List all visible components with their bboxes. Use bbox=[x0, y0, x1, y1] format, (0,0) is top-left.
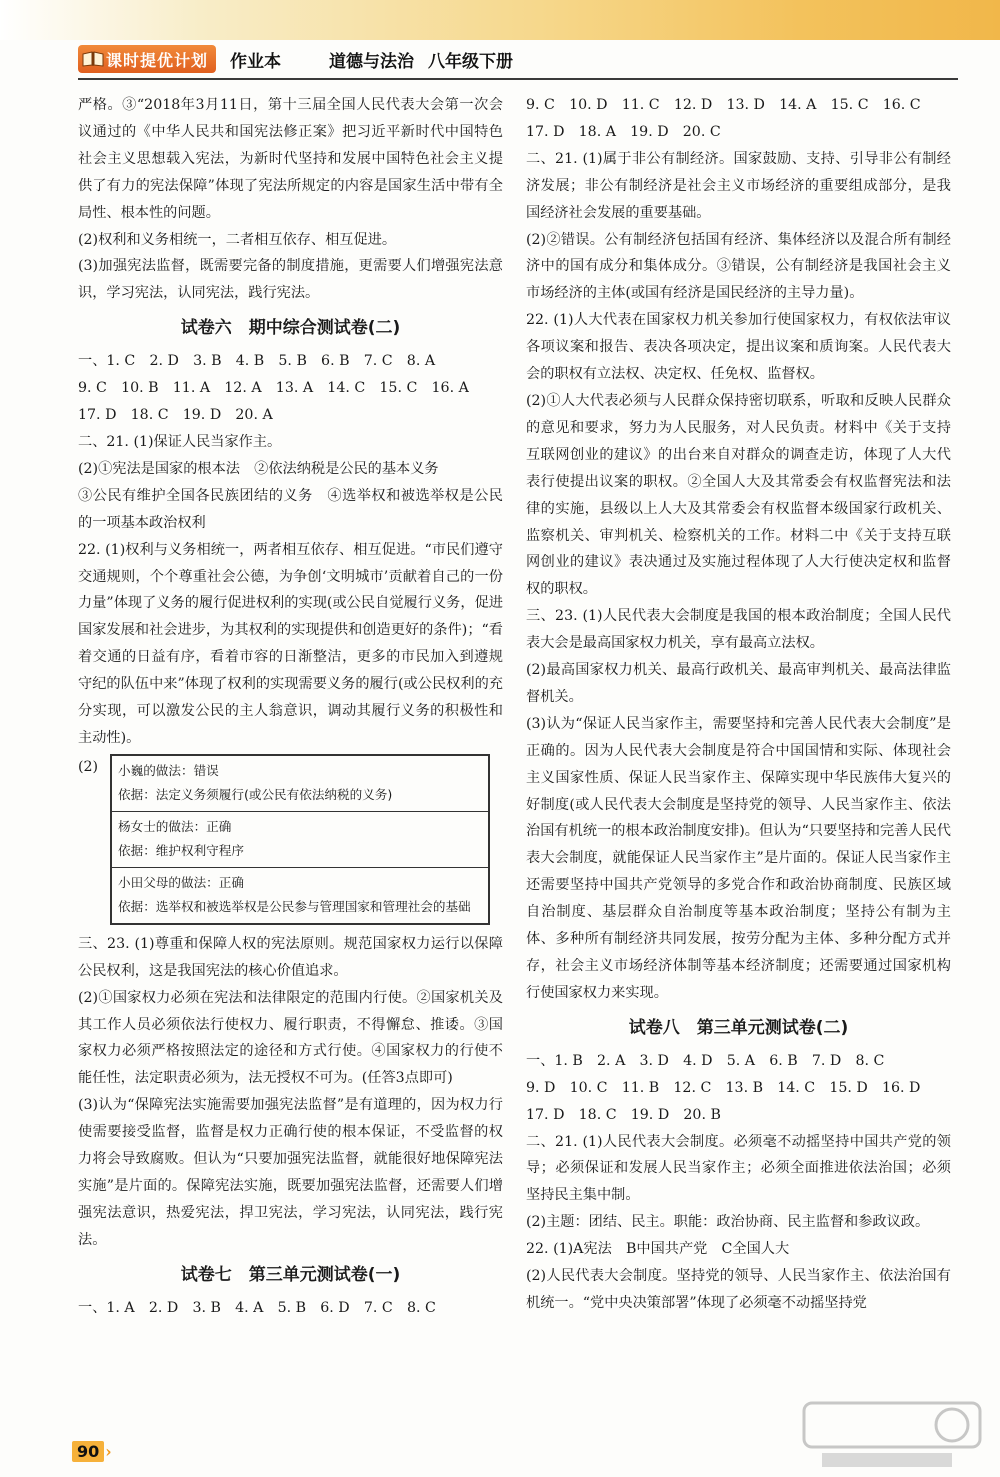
answer-paragraph: (2)①宪法是国家的根本法 ②依法纳税是公民的基本义务 bbox=[78, 460, 439, 477]
answer-paragraph: 22. (1)A宪法 B中国共产党 C全国人大 bbox=[526, 1241, 790, 1258]
table-label: (2) bbox=[78, 758, 99, 775]
open-book-icon bbox=[82, 50, 104, 68]
answer-paragraph: (2)①人大代表必须与人民群众保持密切联系，听取和反映人民群众的意见和要求，努力为人民服务，对人民负责。材料中《关于支持互联网创业的建议》的出台来自对群众的调查走访，体现了人大代表行使提出议案的职权。②全国人大及其常委会有权监督宪法和法律的实施，县级以上人大及其常委会有权监督本级国家行政机关、监察机关、审判机关、检察机关的工作。材料二中《关于支持互联网创业的建议》表决通过及实施过程体现了人大行使决定权和监督权的职权。 bbox=[526, 392, 951, 598]
answer-paragraph: 二、21. (1)人民代表大会制度。必须毫不动摇坚持中国共产党的领导；必须保证和发展人民当家作主；必须全面推进依法治国；必须坚持民主集中制。 bbox=[526, 1133, 951, 1204]
table-cell: 小田父母的做法：正确 bbox=[118, 874, 244, 890]
table-cell: 依据：维护权利守程序 bbox=[118, 843, 244, 859]
answer-paragraph: 严格。③“2018年3月11日，第十三届全国人民代表大会第一次会议通过的《中华人民共和国宪法修正案》把习近平新时代中国特色社会主义思想载入宪法，为新时代坚持和发展中国特色社会主义提供了有力的宪法保障”体现了宪法所规定的内容是国家生活中带有全局性、根本性的问题。 bbox=[78, 97, 503, 221]
choice-answers: 9. C 10. D 11. C 12. D 13. D 14. A 15. C 16. C bbox=[526, 97, 921, 113]
answer-paragraph: (3)加强宪法监督，既需要完备的制度措施，更需要人们增强宪法意识，学习宪法，认同宪法，践行宪法。 bbox=[78, 258, 503, 302]
section-heading: 试卷七 第三单元测试卷(一) bbox=[180, 1264, 401, 1285]
section-heading: 试卷八 第三单元测试卷(二) bbox=[628, 1017, 849, 1038]
answer-paragraph: (2)①国家权力必须在宪法和法律限定的范围内行使。②国家机关及其工作人员必须依法行使权力、履行职责，不得懈怠、推诿。③国家权力必须严格按照法定的途径和方式行使。④国家权力的行使不能任性，法定职责必须为，法无授权不可为。(任答3点即可) bbox=[78, 989, 503, 1087]
answer-paragraph: 三、23. (1)人民代表大会制度是我国的根本政治制度；全国人民代表大会是最高国家权力机关，享有最高立法权。 bbox=[526, 608, 951, 652]
table-row bbox=[112, 756, 488, 812]
header-decoration bbox=[0, 0, 1000, 40]
answer-paragraph: 二、21. (1)属于非公有制经济。国家鼓励、支持、引导非公有制经济发展；非公有制经济是社会主义市场经济的重要组成部分，是我国经济社会发展的重要基础。 bbox=[526, 150, 951, 221]
answer-paragraph: (2)②错误。公有制经济包括国有经济、集体经济以及混合所有制经济中的国有成分和集体成分。③错误，公有制经济是我国社会主义市场经济的主体(或国有经济是国民经济的主导力量)。 bbox=[526, 231, 951, 302]
page-number: 90 bbox=[72, 1441, 104, 1462]
header-divider bbox=[78, 78, 958, 80]
choice-answers: 一、1. C 2. D 3. B 4. B 5. B 6. B 7. C 8. A bbox=[78, 353, 436, 370]
choice-answers: 9. C 10. B 11. A 12. A 13. A 14. C 15. C 16. A bbox=[78, 380, 469, 397]
subject-title: 道德与法治 bbox=[329, 51, 415, 72]
table-cell: 小巍的做法：错误 bbox=[118, 762, 219, 778]
choice-answers: 一、1. B 2. A 3. D 4. D 5. A 6. B 7. D 8. C bbox=[526, 1052, 885, 1069]
watermark-logo bbox=[802, 1401, 982, 1473]
answer-table-block bbox=[78, 754, 503, 925]
answer-table bbox=[110, 754, 490, 925]
section-heading: 试卷六 期中综合测试卷(二) bbox=[180, 318, 401, 339]
choice-answers: 17. D 18. C 19. D 20. A bbox=[78, 407, 273, 424]
choice-answers: 一、1. A 2. D 3. B 4. A 5. B 6. D 7. C 8. C bbox=[78, 1299, 436, 1316]
answer-paragraph: 二、21. (1)保证人民当家作主。 bbox=[78, 433, 282, 450]
brand-logo bbox=[78, 45, 216, 73]
answer-paragraph: (2)最高国家权力机关、最高行政机关、最高审判机关、最高法律监督机关。 bbox=[526, 662, 951, 705]
table-row bbox=[112, 868, 488, 923]
answer-paragraph: 22. (1)权利与义务相统一，两者相互依存、相互促进。“市民们遵守交通规则，个个尊重社会公德，为争创‘文明城市’贡献着自己的一份力量”体现了义务的履行促进权利的实现(或公民自觉履行义务，促进国家发展和社会进步，为其权利的实现提供和创造更好的条件)；“看着交通的日益有序，看着市容的日渐整洁，更多的市民加入到遵规守纪的队伍中来”体现了权利的实现需要义务的履行(或公民权利的充分实现，可以激发公民的主人翁意识，调动其履行义务的积极性和主动性)。 bbox=[78, 541, 503, 746]
table-row bbox=[112, 812, 488, 868]
answer-paragraph: 22. (1)人大代表在国家权力机关参加行使国家权力，有权依法审议各项议案和报告、表决各项决定，提出议案和质询案。人民代表大会的职权有立法权、决定权、任免权、监督权。 bbox=[526, 312, 951, 383]
choice-answers: 9. D 10. C 11. B 12. C 13. B 14. C 15. D 16. D bbox=[526, 1079, 921, 1096]
book-type: 作业本 bbox=[230, 51, 282, 72]
left-column bbox=[78, 92, 503, 1322]
table-cell: 依据：法定义务须履行(或公民有依法纳税的义务) bbox=[118, 787, 393, 803]
table-cell: 依据：选举权和被选举权是公民参与管理国家和管理社会的基础 bbox=[118, 899, 471, 915]
page-number-badge bbox=[72, 1441, 112, 1462]
right-column bbox=[526, 92, 951, 1317]
brand-name: 课时提优计划 bbox=[106, 50, 209, 70]
choice-answers: 17. D 18. C 19. D 20. B bbox=[526, 1106, 721, 1123]
choice-answers: 17. D 18. A 19. D 20. C bbox=[526, 123, 721, 140]
answer-paragraph: (3)认为“保证人民当家作主，需要坚持和完善人民代表大会制度”是正确的。因为人民代表大会制度是符合中国国情和实际、体现社会主义国家性质、保证人民当家作主、保障实现中华民族伟大复兴的好制度(或人民代表大会制度是坚持党的领导、人民当家作主、依法治国有机统一的根本政治制度安排)。但认为“只要坚持和完善人民代表大会制度，就能保证人民当家作主”是片面的。保证人民当家作主还需要坚持中国共产党领导的多党合作和政治协商制度、民族区域自治制度、基层群众自治制度等基本政治制度；坚持公有制为主体、多种所有制经济共同发展，按劳分配为主体、多种分配方式并存，社会主义市场经济体制等基本经济制度；还需要通过国家机构行使国家权力来实现。 bbox=[526, 715, 951, 1001]
answer-paragraph: 三、23. (1)尊重和保障人权的宪法原则。规范国家权力运行以保障公民权利，这是我国宪法的核心价值追求。 bbox=[78, 935, 503, 979]
chevron-right-icon: › bbox=[105, 1442, 112, 1461]
answer-paragraph: (2)人民代表大会制度。坚持党的领导、人民当家作主、依法治国有机统一。“党中央决策部署”体现了必须毫不动摇坚持党 bbox=[526, 1268, 951, 1311]
answer-paragraph: ③公民有维护全国各民族团结的义务 ④选举权和被选举权是公民的一项基本政治权利 bbox=[78, 487, 503, 531]
answer-paragraph: (2)权利和义务相统一，二者相互依存、相互促进。 bbox=[78, 231, 397, 248]
table-cell: 杨女士的做法：正确 bbox=[118, 818, 232, 834]
answer-paragraph: (2)主题：团结、民主。职能：政治协商、民主监督和参政议政。 bbox=[526, 1214, 930, 1231]
grade-title: 八年级下册 bbox=[428, 51, 514, 72]
page-header bbox=[78, 44, 513, 74]
answer-paragraph: (3)认为“保障宪法实施需要加强宪法监督”是有道理的，因为权力行使需要接受监督，监督是权力正确行使的根本保证，不受监督的权力将会导致腐败。但认为“只要加强宪法监督，就能很好地保障宪法实施”是片面的。保障宪法实施，既要加强宪法监督，还需要人们增强宪法意识，热爱宪法，捍卫宪法，学习宪法，认同宪法，践行宪法。 bbox=[78, 1097, 503, 1248]
